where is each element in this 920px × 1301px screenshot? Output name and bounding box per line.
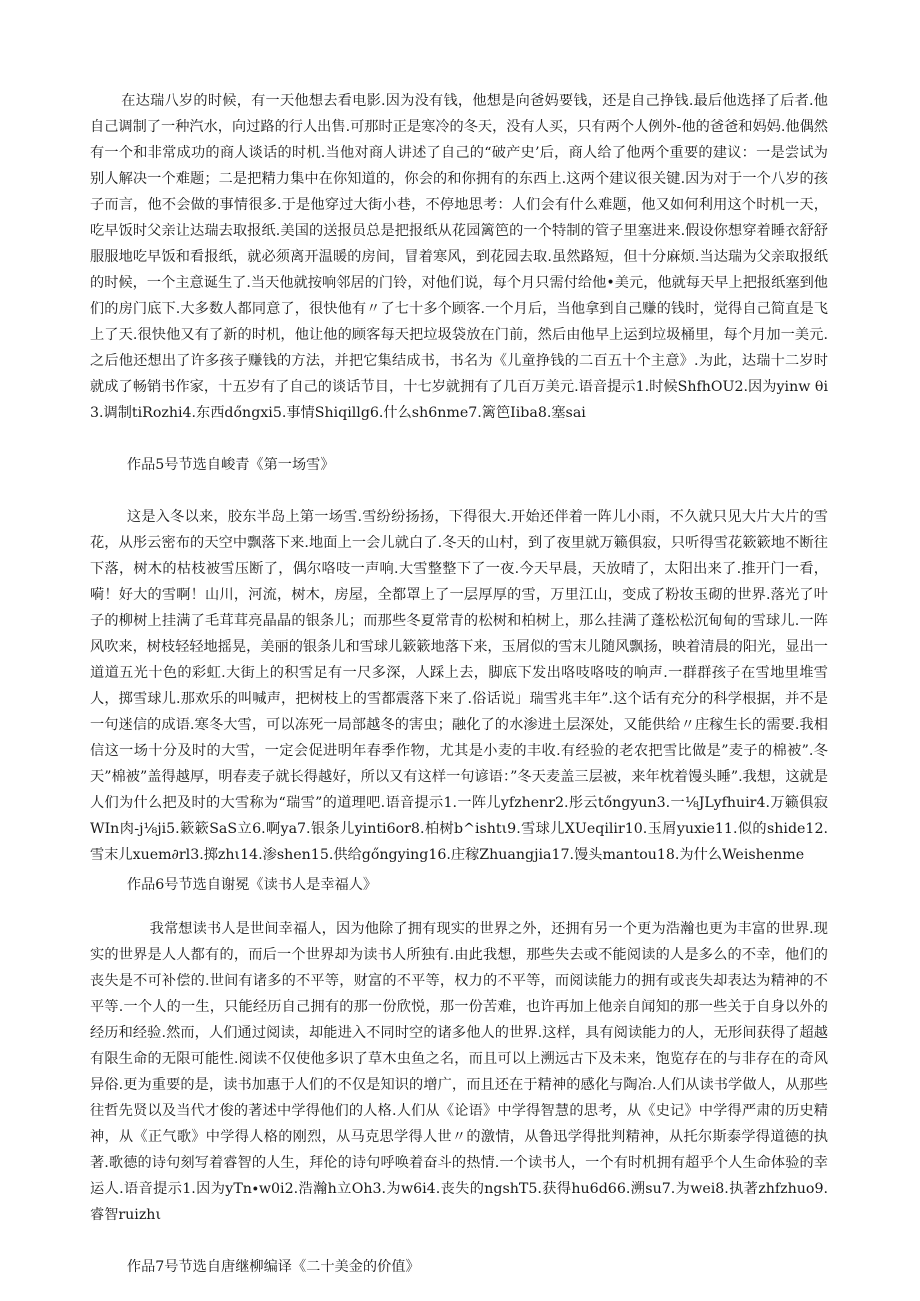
spacer: [90, 426, 828, 452]
section-heading-work-7: 作品7号节选自唐继柳编译《二十美金的价值》: [126, 1259, 420, 1275]
paragraph-readers-happy: 我常想读书人是世间幸福人，因为他除了拥有现实的世界之外，还拥有另一个更为浩瀚也更为丰富的世界.现实的世界是人人都有的，而后一个世界却为读书人所独有.由此我想，那些失去或不能阅读的人是多么的不幸，他们的丧失是不可补偿的.世间有诸多的不平等，财富的不平等，权力的不平等，而阅读能力的拥有或丧失却表达为精神的不平等.一个人的一生，只能经历自己拥有的那一份欣悦，那一份苦难，也许再加上他亲自闻知的那一些关于自身以外的经历和经验.然而，人们通过阅读，却能进入不同时空的诸多他人的世界.这样，具有阅读能力的人，无形间获得了超越有限生命的无限可能性.阅读不仅使他多识了草木虫鱼之名，而且可以上溯远古下及未来，饱览存在的与非存在的奇风异俗.更为重要的是，读书加惠于人们的不仅是知识的增广，而且还在于精神的感化与陶冶.人们从读书学做人，从那些往哲先贤以及当代才俊的著述中学得他们的人格.人们从《论语》中学得智慧的思考，从《史记》中学得严肃的历史精神，从《正气歌》中学得人格的刚烈，从马克思学得人世〃的激情，从鲁迅学得批判精神，从托尔斯泰学得道德的执著.歌德的诗句刻写着睿智的人生，拜伦的诗句呼唤着奋斗的热情.一个读书人，一个有时机拥有超乎个人生命体验的幸运人.语音提示1.因为yTn∙w0i2.浩瀚h立Oh3.为w6i4.丧失的ngshT5.获得hu6d66.溯su7.为wei8.执著zhfzhuo9.睿智ruizhι: [90, 921, 828, 1223]
spacer: [90, 898, 828, 916]
section-heading-work-6: 作品6号节选自谢冕《读书人是幸福人》: [126, 877, 378, 893]
spacer: [90, 1228, 828, 1254]
document-page: [90, 88, 828, 1280]
spacer: [90, 478, 828, 504]
section-heading-work-5: 作品5号节选自峻青《第一场雪》: [126, 457, 335, 473]
paragraph-dari-story: 在达瑞八岁的时候，有一天他想去看电影.因为没有钱，他想是向爸妈要钱，还是自己挣钱.最后他选择了后者.他自己调制了一种汽水，向过路的行人出售.可那时正是寒冷的冬天，没有人买，只有两个人例外-他的爸爸和妈妈.他偶然有一个和非常成功的商人谈话的时机.当他对商人讲述了自己的“破产史’后，商人给了他两个重要的建议：一是尝试为别人解决一个难题；二是把精力集中在你知道的，你会的和你拥有的东西上.这两个建议很关键.因为对于一个八岁的孩子而言，他不会做的事情很多.于是他穿过大街小巷，不停地思考：人们会有什么难题，他又如何利用这个时机一天，吃早饭时父亲让达瑞去取报纸.美国的送报员总是把报纸从花园篱笆的一个特制的管子里塞进来.假设你想穿着睡衣舒舒服服地吃早饭和看报纸，就必须离开温暖的房间，冒着寒风，到花园去取.虽然路短，但十分麻烦.当达瑞为父亲取报纸的时候，一个主意诞生了.当天他就按响邻居的门铃，对他们说，每个月只需付给他•美元，他就每天早上把报纸塞到他们的房门底下.大多数人都同意了，很快他有〃了七十多个顾客.一个月后，当他拿到自己赚的钱时，觉得自己简直是飞上了天.很快他又有了新的时机，他让他的顾客每天把垃圾袋放在门前，然后由他早上运到垃圾桶里，每个月加一美元.之后他还想出了许多孩子赚钱的方法，并把它集结成书，书名为《儿童挣钱的二百五十个主意》.为此，达瑞十二岁时就成了畅销书作家，十五岁有了自己的谈话节目，十七岁就拥有了几百万美元.语音提示1.时候ShfhOU2.因为yinw θi3.调制tiRozhi4.东西dőngxi5.事情Shiqillg6.什么sh6nme7.篱笆Iiba8.塞sai: [90, 93, 828, 421]
paragraph-first-snow: 这是入冬以来，胶东半岛上第一场雪.雪纷纷扬扬，下得很大.开始还伴着一阵儿小雨，不久就只见大片大片的雪花，从彤云密布的天空中飘落下来.地面上一会儿就白了.冬天的山村，到了夜里就万籁俱寂，只听得雪花簌簌地不断往下落，树木的枯枝被雪压断了，偶尔咯吱一声响.大雪整整下了一夜.今天早晨，天放晴了，太阳出来了.推开门一看，嗬！好大的雪啊！山川，河流，树木，房屋，全都罩上了一层厚厚的雪，万里江山，变成了粉妆玉砌的世界.落光了叶子的柳树上挂满了毛茸茸亮晶晶的银条儿；而那些冬夏常青的松树和柏树上，那么挂满了蓬松松沉甸甸的雪球儿.一阵风吹来，树枝轻轻地摇晃，美丽的银条儿和雪球儿簌簌地落下来，玉屑似的雪末儿随风飘扬，映着清晨的阳光，显出一道道五光十色的彩虹.大街上的积雪足有一尺多深，人踩上去，脚底下发出咯吱咯吱的响声.一群群孩子在雪地里堆雪人，掷雪球儿.那欢乐的叫喊声，把树枝上的雪都震落下来了.俗话说」瑞雪兆丰年”.这个话有充分的科学根据，并不是一句迷信的成语.寒冬大雪，可以冻死一局部越冬的害虫；融化了的水渗进土层深处，又能供给〃庄稼生长的需要.我相信这一场十分及时的大雪，一定会促进明年春季作物，尤其是小麦的丰收.有经验的老农把雪比做是”麦子的棉被”.冬天”棉被”盖得越厚，明春麦子就长得越好，所以又有这样一句谚语：”冬天麦盖三层被，来年枕着馒头睡”.我想，这就是人们为什么把及时的大雪称为“瑞雪”的道理吧.语音提示1.一阵儿yfzhenr2.彤云tőngyun3.一⅛JLyfhuir4.万籁俱寂WIn肉-j⅛ji5.簌簌SaS立6.啊ya7.银条儿yinti6or8.柏树b^ishtι9.雪球儿XUeqilir10.玉屑yuxie11.似的shide12.雪末儿xuem∂rl3.掷zhι14.渗shen15.供给gőngying16.庄稼Zhuangjia17.馒头mantou18.为什么Weishenme: [90, 509, 828, 863]
